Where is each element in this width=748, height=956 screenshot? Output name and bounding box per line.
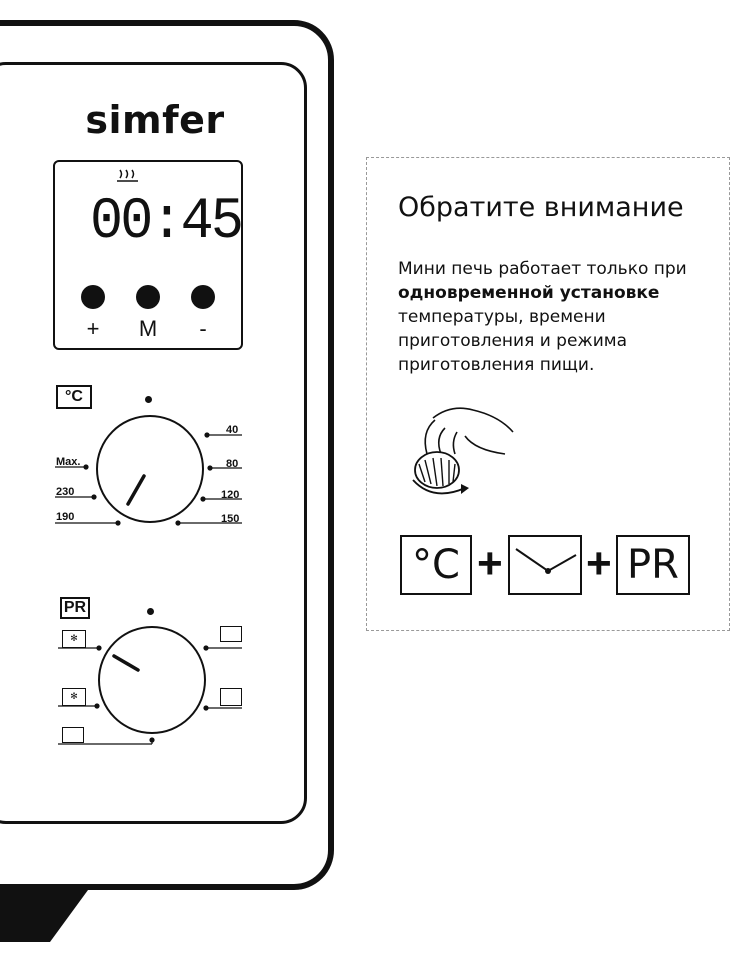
temp-label-120: 120: [221, 489, 240, 501]
temp-label-40: 40: [226, 424, 239, 436]
temp-label-190: 190: [56, 511, 75, 523]
notice-text-bold: одновременной установке: [398, 283, 660, 303]
clock-hands-icon: [510, 537, 580, 593]
temp-label-230: 230: [56, 486, 75, 498]
hand-turning-knob-icon: [405, 398, 520, 508]
notice-text-line-2: температуры, времени приготовления и режима приготовления пищи.: [398, 307, 628, 375]
oven-foot: [0, 890, 90, 956]
notice-title: Обратите внимание: [398, 192, 684, 223]
knob-indicator-dot: [145, 396, 152, 403]
plus-button-label: +: [86, 316, 100, 341]
formula-plus-1: +: [477, 539, 503, 588]
minus-button[interactable]: [191, 285, 215, 309]
mode-badge: PR: [60, 597, 90, 619]
notice-text-line-1: Мини печь работает только при: [398, 259, 687, 279]
brand-logo: simfer: [85, 98, 225, 142]
heating-icon: [116, 168, 142, 184]
temperature-badge: °C: [56, 385, 92, 409]
timer-value: 00:45: [89, 190, 242, 255]
formula-clock-box: [508, 535, 582, 595]
temp-label-80: 80: [226, 458, 239, 470]
temperature-scale-lines: [55, 425, 245, 530]
notice-text: [398, 257, 718, 377]
mode-scale-lines: [58, 626, 248, 748]
minus-button-label: -: [199, 316, 207, 341]
mode-button-label: M: [138, 316, 158, 341]
formula-plus-2: +: [586, 539, 612, 588]
formula-temperature-box: °C: [400, 535, 472, 595]
temp-label-max: Max.: [56, 456, 81, 468]
mode-knob-indicator-dot: [147, 608, 154, 615]
top-bottom-heat-icon: [220, 688, 242, 706]
temp-label-150: 150: [221, 513, 240, 525]
plus-button[interactable]: [81, 285, 105, 309]
fan-bottom-heat-icon: ✻: [62, 688, 86, 706]
fan-top-heat-icon: ✻: [62, 630, 86, 648]
mode-button[interactable]: [136, 285, 160, 309]
top-heat-icon: [220, 626, 242, 642]
formula-mode-box: PR: [616, 535, 690, 595]
bottom-heat-icon: [62, 727, 84, 743]
